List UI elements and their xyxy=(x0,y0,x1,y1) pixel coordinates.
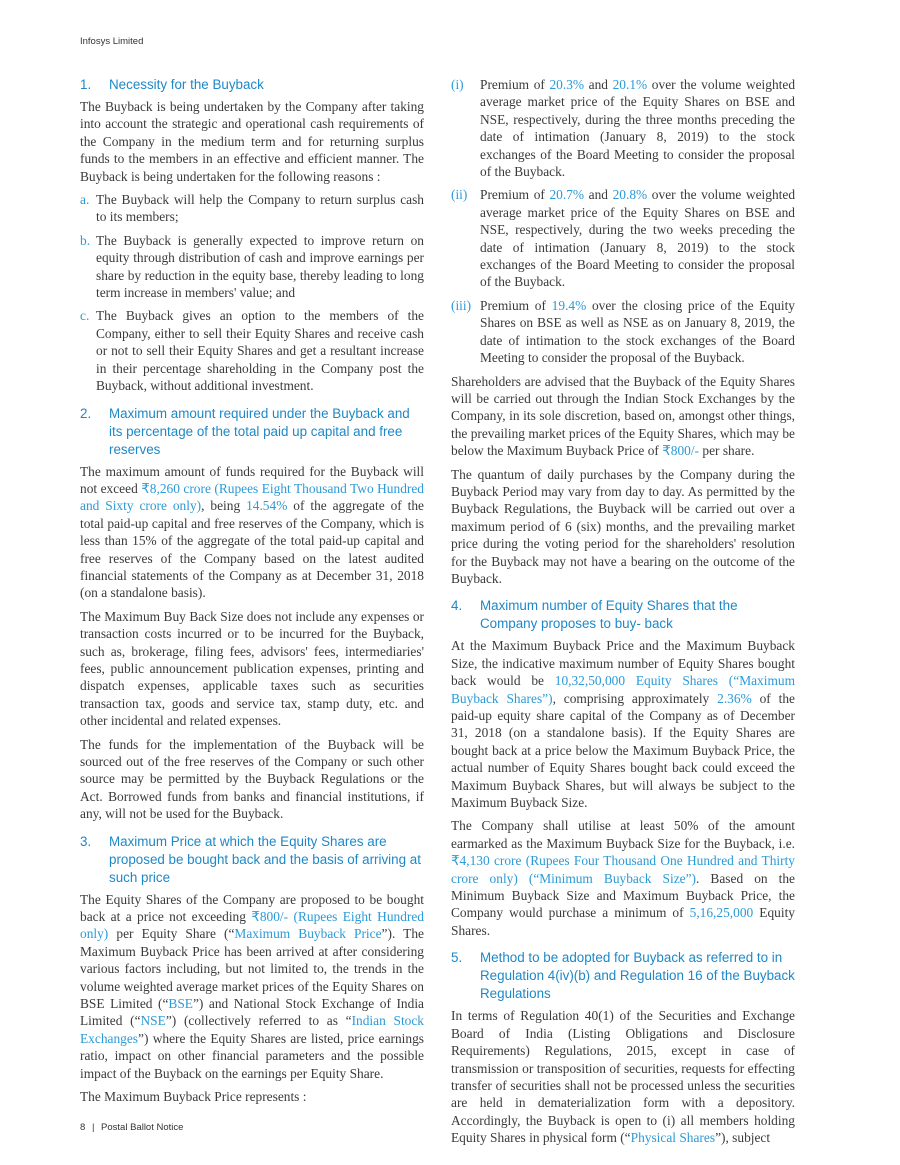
section-title: Maximum amount required under the Buyback and its percentage of the total paid up capital and free reserves xyxy=(109,405,410,457)
text: over the closing price of the Equity Shares on BSE as well as NSE as on January 8, 2019, the date of intimation to the stock exchanges of the Board Meeting to consider the proposal of the Buyback. xyxy=(480,297,796,366)
defined-term: Maximum Buyback Price xyxy=(234,926,382,942)
min-shares-highlight: 5,16,25,000 xyxy=(689,905,754,921)
list-marker: a. xyxy=(80,192,90,208)
percentage-highlight: 14.54% xyxy=(246,498,288,514)
text: The Equity Shares of the Company are proposed to be bought back at a price not exceeding xyxy=(80,891,424,925)
premium-item-i xyxy=(451,76,795,180)
text: of the aggregate of the total paid-up capital and free reserves of the Company, which is less than 15% of the aggregate of the total paid-up capital and free reserves of the Company based on the latest audited financial statements of the Company as at December 31, 2018 (on a standalone basis). xyxy=(80,498,424,601)
page-footer xyxy=(80,1122,183,1133)
reason-item-c xyxy=(80,307,424,394)
list-text: The Buyback gives an option to the members of the Company, either to sell their Equity Shares and receive cash or not to sell their Equity Shares and get a resultant increase in their percentage shareholding in the Company post the Buyback, without additional investment. xyxy=(96,308,424,394)
value-highlight: 20.3% xyxy=(549,77,585,92)
value-highlight: 19.4% xyxy=(551,297,587,313)
premium-item-iii xyxy=(451,297,795,367)
list-marker: (iii) xyxy=(451,297,472,313)
list-text xyxy=(480,186,795,290)
text: and xyxy=(584,187,613,203)
section-4-heading xyxy=(451,597,795,633)
text: over the volume weighted average market price of the Equity Shares on BSE and NSE, respectively, during the two weeks preceding the date of intimation (January 8, 2019) to the stock exchanges of the Board Meeting to consider the proposal of the Buyback. xyxy=(480,187,796,290)
value-highlight: 20.1% xyxy=(612,77,648,92)
section-title: Maximum number of Equity Shares that the Company proposes to buy- back xyxy=(480,598,738,632)
running-head: Infosys Limited xyxy=(80,36,144,47)
footer-label: Postal Ballot Notice xyxy=(101,1122,184,1133)
left-column xyxy=(80,76,424,1112)
value-highlight: 20.8% xyxy=(612,187,648,203)
list-text xyxy=(480,76,795,180)
section-2-paragraph-3: The funds for the implementation of the Buyback will be sourced out of the free reserves of the Company or such other source may be permitted by the Buyback Regulations or the Act. Borrowed funds from banks and financial institutions, if any, will not be used for the Buyback. xyxy=(80,736,424,822)
text: and xyxy=(584,77,613,92)
text: ”) and National Stock Exchange of India Limited (“ xyxy=(80,996,424,1029)
section-5-paragraph-1 xyxy=(451,1007,795,1146)
text: ”) (collectively referred to as “ xyxy=(165,1013,352,1029)
right-column xyxy=(451,76,795,1153)
section-5-heading xyxy=(451,949,795,1003)
text: per share. xyxy=(699,443,755,459)
list-text: The Buyback will help the Company to return surplus cash to its members; xyxy=(96,192,424,225)
list-marker: c. xyxy=(80,308,90,324)
text: per Equity Share (“ xyxy=(108,926,235,942)
text: Shareholders are advised that the Buyback of the Equity Shares will be carried out through the Indian Stock Exchanges by the Company, in its sole discretion, based on, amongst other things, the prevailing market prices of the Equity Shares, which may be below the Maximum Buyback Price of xyxy=(451,373,795,459)
list-text: The Buyback is generally expected to improve return on equity through distribution of cash and improve earnings per share by reduction in the equity base, thereby leading to long term increase in members' value; and xyxy=(96,232,424,301)
text: In terms of Regulation 40(1) of the Securities and Exchange Board of India (Listing Obligations and Disclosure Requirements) Regulations, 2015, except in case of transmission or transposition of securities, requests for effecting transfer of securities shall not be processed unless the securities are held in dematerialization form with a depository. Accordingly, the Buyback is open to (i) all members holding Equity Shares in physical form (“ xyxy=(451,1008,795,1146)
section-4-paragraph-1 xyxy=(451,637,795,811)
text: . Based on the Minimum Buyback Size and Maximum Buyback Price, the Company would purchase a minimum of xyxy=(451,870,795,921)
section-number: 5. xyxy=(451,950,463,966)
section-3-paragraph-2: The Maximum Buyback Price represents : xyxy=(80,1089,307,1105)
percentage-highlight: 2.36% xyxy=(717,690,752,706)
section-3-paragraph-1 xyxy=(80,891,424,1082)
text: Premium of xyxy=(480,77,550,92)
section-title: Method to be adopted for Buyback as referred to in Regulation 4(iv)(b) and Regulation 16 of the Buyback Regulations xyxy=(480,950,795,1002)
section-title: Necessity for the Buyback xyxy=(109,77,264,92)
page-number: 8 xyxy=(80,1122,86,1133)
text: ”) where the Equity Shares are listed, price earnings ratio, impact on other financial parameters and the possible impact of the Buyback on the earnings per Equity Share. xyxy=(80,1030,424,1081)
defined-term: NSE xyxy=(140,1013,166,1029)
list-marker: (ii) xyxy=(451,187,468,203)
text: The maximum amount of funds required for the Buyback will not exceed xyxy=(80,463,424,496)
section-3-paragraph-3 xyxy=(451,373,795,460)
text: over the volume weighted average market price of the Equity Shares on BSE and NSE, respectively, during the three months preceding the date of intimation (January 8, 2019) to the stock exchanges of the Board Meeting to consider the proposal of the Buyback. xyxy=(480,77,796,180)
text: Premium of xyxy=(480,297,552,313)
text: of the paid-up equity share capital of the Company as of December 31, 2018 (on a standalone basis). If the Equity Shares are bought back at a price below the Maximum Buyback Price, the actual number of Equity Shares bought back could exceed the Maximum Buyback Shares, but will always be subject to the Maximum Buyback Size. xyxy=(451,690,795,811)
list-marker: b. xyxy=(80,232,91,248)
min-size-highlight: ₹4,130 crore (Rupees Four Thousand One Hundred and Thirty crore only) (“Minimum Buyback Size”) xyxy=(451,853,795,886)
section-1-intro: The Buyback is being undertaken by the Company after taking into account the strategic and operational cash requirements of the Company in the medium term and for returning surplus funds to the members in an effective and efficient manner. The Buyback is being undertaken for the following reasons : xyxy=(80,99,424,184)
footer-separator: | xyxy=(91,1122,95,1133)
section-4-paragraph-2 xyxy=(451,817,795,939)
list-text xyxy=(480,297,795,367)
section-number: 2. xyxy=(80,405,92,421)
text: Premium of xyxy=(480,187,550,203)
price-highlight: ₹800/- xyxy=(662,443,700,459)
reason-item-b xyxy=(80,232,424,302)
text: ”), subject xyxy=(715,1130,771,1146)
max-shares-highlight: 10,32,50,000 Equity Shares (“Maximum Buyback Shares”) xyxy=(451,673,795,706)
defined-term: Indian Stock Exchanges xyxy=(80,1013,424,1046)
section-number: 4. xyxy=(451,598,463,614)
defined-term: BSE xyxy=(168,996,193,1012)
text: , being xyxy=(201,498,247,514)
max-amount-highlight: ₹8,260 crore (Rupees Eight Thousand Two Hundred and Sixty crore only) xyxy=(80,480,424,514)
section-3-heading xyxy=(80,833,424,887)
section-2-paragraph-1 xyxy=(80,463,424,602)
section-1-heading xyxy=(80,76,424,94)
section-number: 3. xyxy=(80,833,92,849)
text: At the Maximum Buyback Price and the Maximum Buyback Size, the indicative maximum number of Equity Shares bought back would be xyxy=(451,638,795,689)
text: , comprising approximately xyxy=(552,690,718,706)
text: The Company shall utilise at least 50% of the amount earmarked as the Maximum Buyback Size for the Buyback, i.e. xyxy=(451,818,795,851)
section-2-paragraph-2: The Maximum Buy Back Size does not include any expenses or transaction costs incurred or to be incurred for the Buyback, such as, brokerage, filing fees, advisors' fees, intermediaries' fees, public announcement publication expenses, printing and dispatch expenses, applicable taxes such as securities transaction tax, goods and service tax, stamp duty, etc. and other incidental and related expenses. xyxy=(80,608,424,729)
defined-term: Physical Shares xyxy=(630,1130,716,1146)
text: ”). The Maximum Buyback Price has been arrived at after considering various factors including, but not limited to, the trends in the volume weighted average market prices of the Equity Shares on BSE Limited (“ xyxy=(80,926,424,1012)
reason-item-a xyxy=(80,191,424,226)
max-price-highlight: ₹800/- (Rupees Eight Hundred only) xyxy=(80,909,424,942)
section-title: Maximum Price at which the Equity Shares are proposed be bought back and the basis of arriving at such price xyxy=(109,833,421,885)
premium-item-ii xyxy=(451,186,795,290)
section-2-heading xyxy=(80,405,424,459)
section-3-paragraph-4: The quantum of daily purchases by the Company during the Buyback Period may vary from day to day. As permitted by the Buyback Regulations, the Buyback will be carried out over a maximum period of 6 (six) months, and the prevailing market price during the voting period for the shareholders' resolution for the Buyback may not have a bearing on the outcome of the Buyback. xyxy=(451,466,795,586)
value-highlight: 20.7% xyxy=(549,187,585,203)
text: Equity Shares. xyxy=(451,905,795,938)
list-marker: (i) xyxy=(451,77,464,92)
section-number: 1. xyxy=(80,77,92,92)
